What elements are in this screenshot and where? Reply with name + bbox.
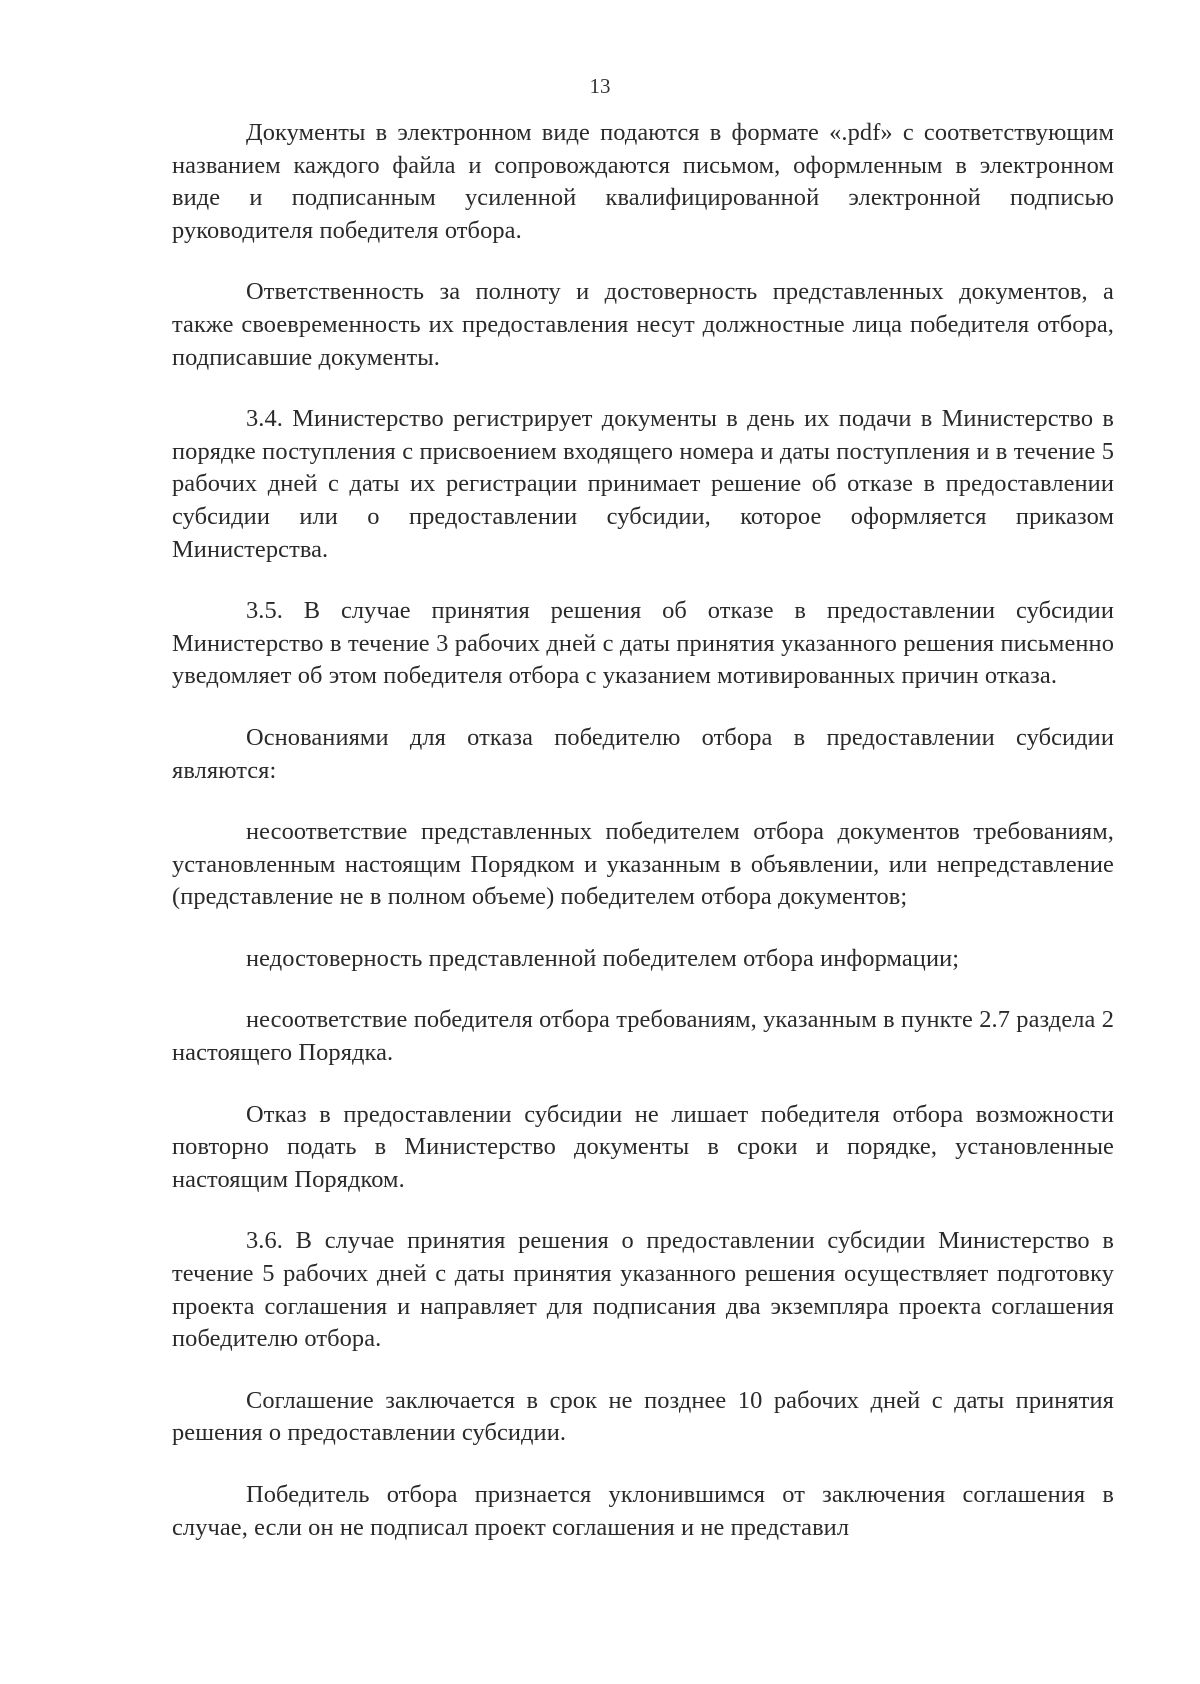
page-number: 13 [589,74,611,98]
document-body [172,117,1114,1544]
paragraph-ground-document-mismatch: несоответствие представленных победителем отбора документов требованиям, установленным настоящим Порядком и указанным в объявлении, или непредставление (представление не в полном объеме) победителем отбора документов; [172,818,1114,911]
paragraph-refusal-grounds-intro: Основаниями для отказа победителю отбора в предоставлении субсидии являются: [172,723,1114,784]
paragraph-responsibility: Ответственность за полноту и достоверность представленных документов, а также своевременность их предоставления несут должностные лица победителя отбора, подписавшие документы. [172,278,1114,371]
paragraph-ground-requirements-mismatch: несоответствие победителя отбора требованиям, указанным в пункте 2.7 раздела 2 настоящего Порядка. [172,1006,1114,1067]
paragraph-3-4-registration: 3.4. Министерство регистрирует документы в день их подачи в Министерство в порядке поступления с присвоением входящего номера и даты поступления и в течение 5 рабочих дней с даты их регистрации принимает решение об отказе в предоставлении субсидии или о предоставлении субсидии, которое оформляется приказом Министерства. [172,405,1114,563]
paragraph-ground-false-info: недостоверность представленной победителем отбора информации; [246,944,960,972]
paragraph-winner-evasion: Победитель отбора признается уклонившимся от заключения соглашения в случае, если он не подписал проект соглашения и не представил [172,1481,1114,1541]
paragraph-refusal-resubmission: Отказ в предоставлении субсидии не лишает победителя отбора возможности повторно подать в Министерство документы в сроки и порядке, установленные настоящим Порядком. [172,1100,1114,1193]
paragraph-3-5-refusal-notice: 3.5. В случае принятия решения об отказе в предоставлении субсидии Министерство в течение 3 рабочих дней с даты принятия указанного решения письменно уведомляет об этом победителя отбора с указанием мотивированных причин отказа. [172,597,1114,690]
paragraph-electronic-format: Документы в электронном виде подаются в формате «.pdf» с соответствующим названием каждого файла и сопровождаются письмом, оформленным в электронном виде и подписанным усиленной квалифицированной электронной подписью руководителя победителя отбора. [172,119,1114,244]
paragraph-3-6-agreement-preparation: 3.6. В случае принятия решения о предоставлении субсидии Министерство в течение 5 рабочих дней с даты принятия указанного решения осуществляет подготовку проекта соглашения и направляет для подписания два экземпляра проекта соглашения победителю отбора. [172,1227,1114,1353]
paragraph-agreement-deadline: Соглашение заключается в срок не позднее 10 рабочих дней с даты принятия решения о предоставлении субсидии. [172,1386,1114,1447]
